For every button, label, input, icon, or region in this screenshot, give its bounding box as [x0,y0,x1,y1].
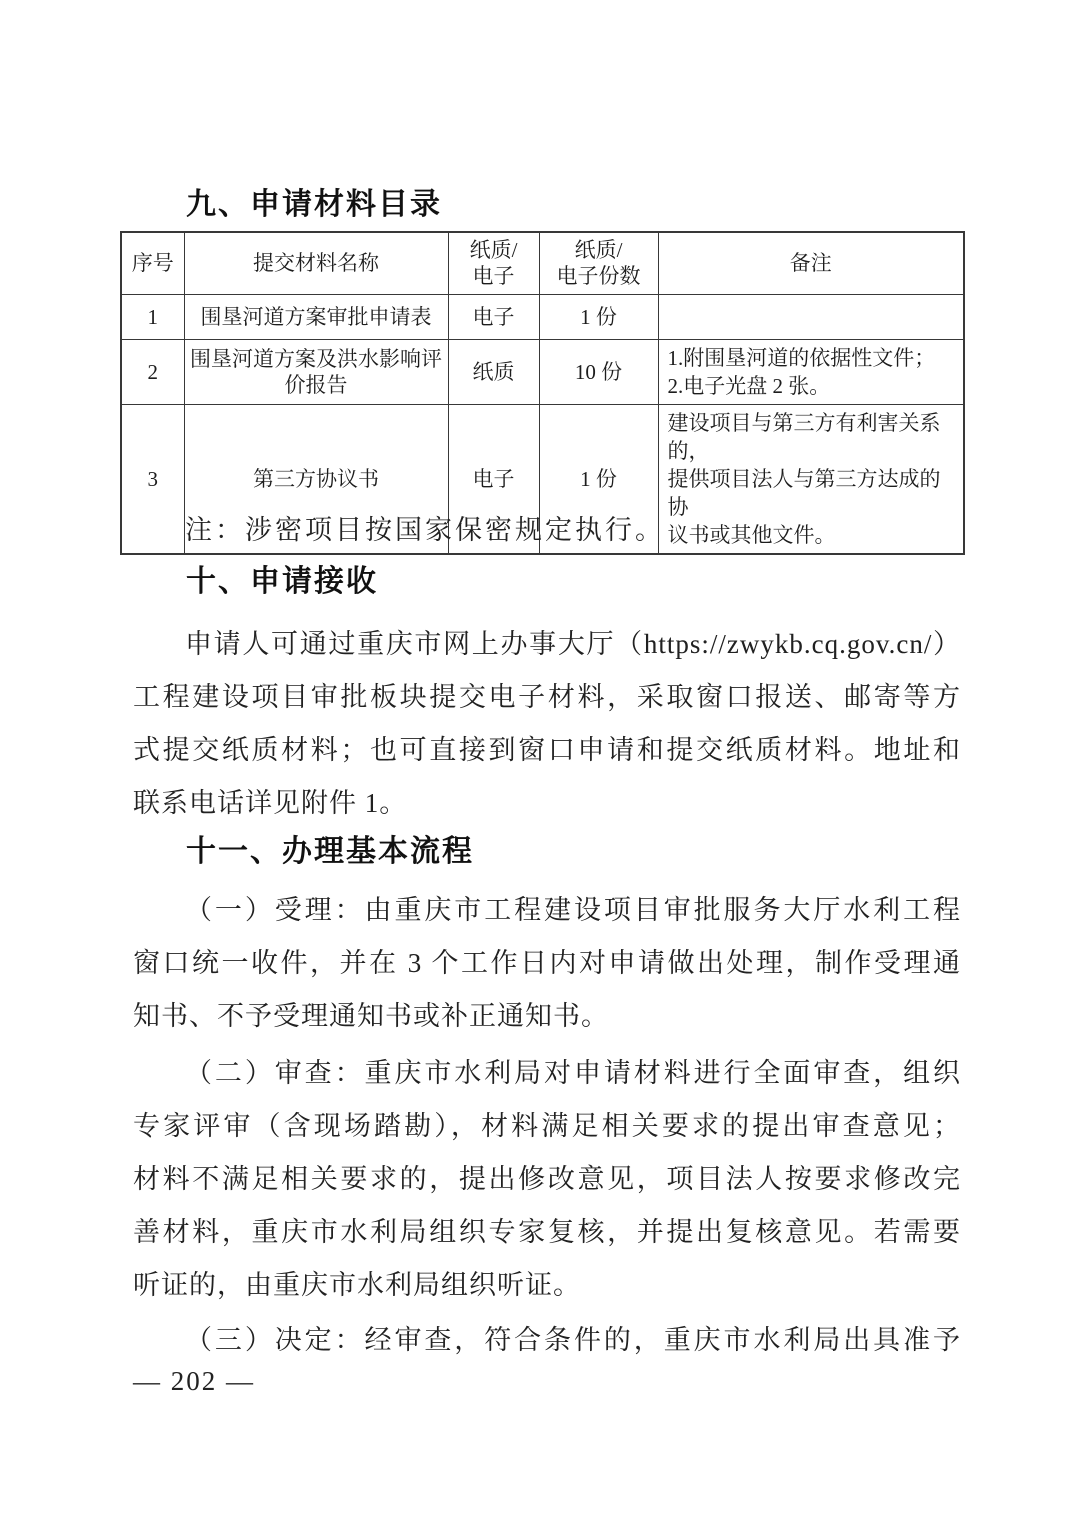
cell-line: 1 [147,304,158,329]
table-cell [184,339,448,404]
header-line: 电子份数 [556,264,641,289]
section-11-paragraph-3 [133,1314,961,1367]
cell-line: 提供项目法人与第三方达成的协 [667,466,941,519]
cell-line: 纸质 [472,359,515,384]
column-header [539,232,658,294]
text-line: 知书、不予受理通知书或补正通知书。 [133,1001,609,1031]
cell-line: 建设项目与第三方有利害关系的， [667,410,941,463]
text-line: 材料不满足相关要求的，提出修改意见，项目法人按要求修改完 [133,1164,961,1194]
table-cell [121,294,184,339]
cell-line: 电子 [472,466,515,491]
materials-table-header [121,232,964,294]
text-line: 申请人可通过重庆市网上办事大厅（https://zwykb.cq.gov.cn/） [185,629,961,659]
text-line: （三）决定：经审查，符合条件的，重庆市水利局出具准予 [185,1325,961,1355]
header-row [121,232,964,294]
section-11-paragraph-1 [133,884,961,1043]
cell-line: 2.电子光盘 2 张。 [667,373,831,398]
cell-line: 2 [147,359,158,384]
cell-line: 第三方协议书 [253,466,379,491]
column-header [658,232,964,294]
header-line: 提交材料名称 [253,251,379,276]
column-header [121,232,184,294]
page-number: — 202 — [133,1366,255,1396]
table-row [121,294,964,339]
text-line: 专家评审（含现场踏勘），材料满足相关要求的提出审查意见； [133,1111,961,1141]
text-line: 听证的，由重庆市水利局组织听证。 [133,1270,581,1300]
header-line: 纸质/ [574,238,623,263]
table-cell [539,294,658,339]
section-10-paragraph [133,618,961,830]
cell-line: 电子 [472,304,515,329]
text-line: 工程建设项目审批板块提交电子材料，采取窗口报送、邮寄等方 [133,682,961,712]
section-11-paragraph-2 [133,1047,961,1312]
text-line: （一）受理：由重庆市工程建设项目审批服务大厅水利工程 [185,895,961,925]
table-row [121,339,964,404]
section-11-heading: 十一、办理基本流程 [186,835,474,868]
table-cell [448,339,539,404]
cell-line: 价报告 [284,372,348,397]
table-cell [658,294,964,339]
table-cell [121,339,184,404]
header-line: 电子 [472,264,515,289]
cell-line: 围垦河道方案审批申请表 [200,304,432,329]
table-cell [539,339,658,404]
table-note: 注：涉密项目按国家保密规定执行。 [185,515,665,545]
text-line: 式提交纸质材料；也可直接到窗口申请和提交纸质材料。地址和 [133,735,961,765]
text-line: 窗口统一收件，并在 3 个工作日内对申请做出处理，制作受理通 [133,948,961,978]
section-9-heading: 九、申请材料目录 [186,188,442,221]
section-10-heading: 十、申请接收 [186,565,378,598]
column-header [448,232,539,294]
cell-line: 议书或其他文件。 [667,522,836,547]
cell-line: 1 份 [580,304,617,329]
cell-line: 1.附围垦河道的依据性文件； [667,345,936,370]
cell-line: 3 [147,466,158,491]
cell-line: 10 份 [574,359,623,384]
text-line: 善材料，重庆市水利局组织专家复核，并提出复核意见。若需要 [133,1217,961,1247]
header-line: 备注 [789,251,832,276]
header-line: 序号 [131,251,174,276]
text-line: 联系电话详见附件 1。 [133,788,408,818]
materials-table [120,231,965,555]
table-cell [184,294,448,339]
cell-line: 围垦河道方案及洪水影响评 [190,346,442,371]
cell-line: 1 份 [580,466,617,491]
text-line: （二）审查：重庆市水利局对申请材料进行全面审查，组织 [185,1058,961,1088]
table-cell [448,294,539,339]
table-cell [658,339,964,404]
column-header [184,232,448,294]
header-line: 纸质/ [469,238,518,263]
